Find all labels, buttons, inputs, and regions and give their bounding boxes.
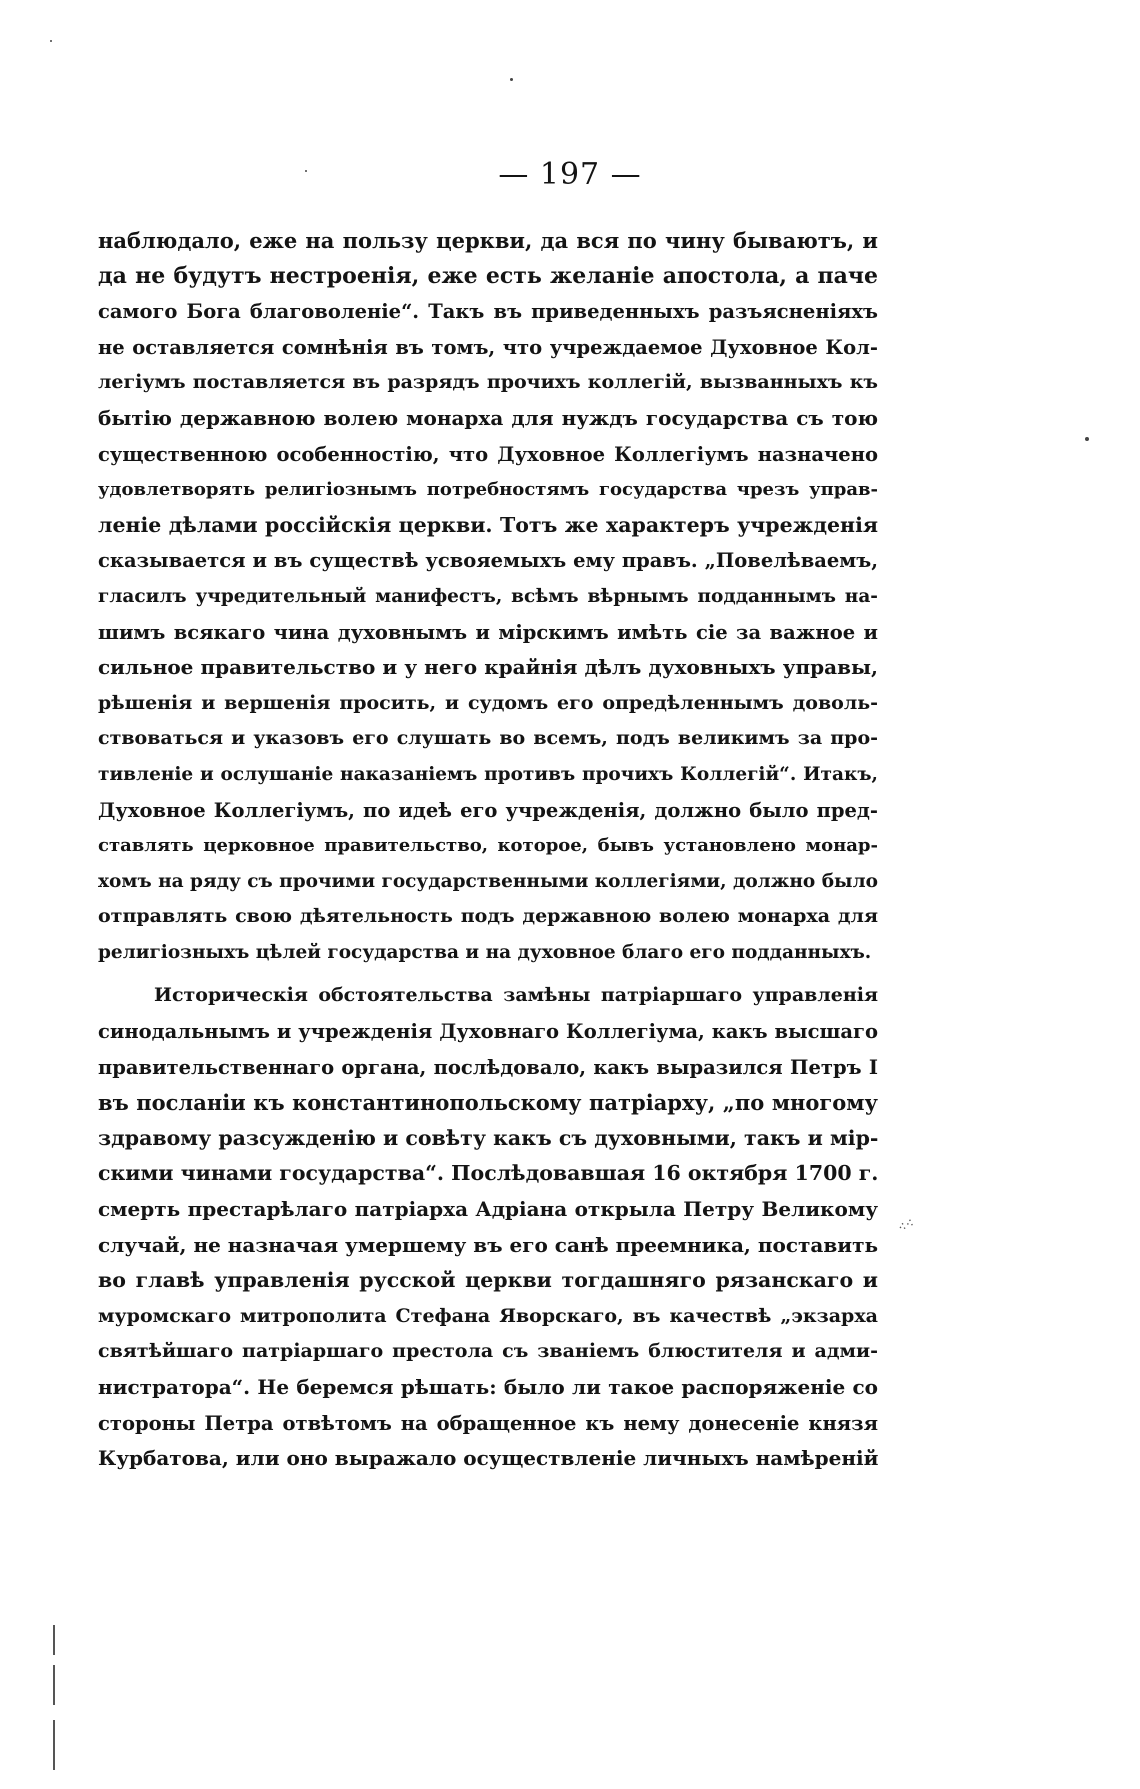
text-line: да не будутъ нестроенія, еже есть желаніе апостола, а паче [98,262,878,289]
paragraph [98,978,878,1476]
text-line: легіумъ поставляется въ разрядъ прочихъ коллегій, вызванныхъ къ [98,371,878,394]
text-line: леніе дѣлами россійскія церкви. Тотъ же характеръ учрежденія [98,512,878,537]
text-line: сильное правительство и у него крайнія дѣлъ духовныхъ управы, [98,655,878,680]
text-line: наблюдало, еже на пользу церкви, да вся по чину бываютъ, и [98,228,878,253]
text-line: хомъ на ряду съ прочими государственными коллегіями, должно было [98,870,878,892]
page-number: — 197 — [498,157,642,192]
text-line: нистратора“. Не беремся рѣшать: было ли такое распоряженіе со [98,1375,878,1399]
text-line: синодальнымъ и учрежденія Духовнаго Коллегіума, какъ высшаго [98,1020,878,1044]
scan-speck [305,170,307,172]
margin-mark: ⁖⁖ [895,1215,918,1237]
text-line: муромскаго митрополита Стефана Яворскаго, въ качествѣ „экзарха [98,1304,878,1327]
text-line: отправлять свою дѣятельность подъ державною волею монарха для [98,905,878,928]
text-line: гласилъ учредительный манифестъ, всѣмъ вѣрнымъ подданнымъ на- [98,585,878,607]
text-line: самого Бога благоволеніе“. Такъ въ приведенныхъ разъясненіяхъ [98,300,878,324]
text-line: правительственнаго органа, послѣдовало, какъ выразился Петръ I [98,1055,878,1079]
text-line: Духовное Коллегіумъ, по идеѣ его учрежденія, должно было пред- [98,798,878,822]
paragraph-gap [98,970,878,978]
scan-speck [50,40,52,42]
text-line: удовлетворять религіознымъ потребностямъ государства чрезъ управ- [98,479,878,501]
text-line: шимъ всякаго чина духовнымъ и мірскимъ имѣть сіе за важное и [98,620,878,644]
text-line: ставлять церковное правительство, которое, бывъ установлено монар- [98,835,878,857]
text-line: не оставляется сомнѣнія въ томъ, что учреждаемое Духовное Кол- [98,335,878,359]
text-line: религіозныхъ цѣлей государства и на духовное благо его подданныхъ. [98,941,872,963]
text-line: Курбатова, или оно выражало осуществленіе личныхъ намѣреній [98,1446,878,1471]
page-edge-mark [53,1665,55,1705]
page-edge-mark [53,1720,55,1770]
scan-speck [510,78,513,81]
text-line: святѣйшаго патріаршаго престола съ званіемъ блюстителя и адми- [98,1340,878,1363]
text-line: бытію державною волею монарха для нуждъ государства съ тою [98,405,878,430]
text-line: сказывается и въ существѣ усвояемыхъ ему правъ. „Повелѣваемъ, [98,549,878,573]
text-line: рѣшенія и вершенія просить, и судомъ его опредѣленнымъ доволь- [98,691,878,714]
text-line: Историческія обстоятельства замѣны патріаршаго управленія [154,984,878,1007]
text-line: ствоваться и указовъ его слушать во всемъ, подъ великимъ за про- [98,727,878,750]
text-line: во главѣ управленія русской церкви тогдашняго рязанскаго и [98,1268,878,1293]
text-line: здравому разсужденію и совѣту какъ съ духовными, такъ и мір- [98,1125,878,1150]
text-line: скими чинами государства“. Послѣдовавшая 16 октября 1700 г. [98,1161,878,1186]
text-line: стороны Петра отвѣтомъ на обращенное къ нему донесеніе князя [98,1411,878,1435]
body-text [98,223,878,1477]
scan-speck [1085,437,1089,441]
page-edge-mark [53,1625,55,1655]
text-line: въ посланіи къ константинопольскому патріарху, „по многому [98,1090,878,1116]
text-line: смерть престарѣлаго патріарха Адріана открыла Петру Великому [98,1197,878,1222]
text-line: существенною особенностію, что Духовное Коллегіумъ назначено [98,442,878,466]
paragraph [98,223,878,970]
text-line: случай, не назначая умершему въ его санѣ преемника, поставить [98,1232,878,1257]
text-line: тивленіе и ослушаніе наказаніемъ противъ прочихъ Коллегій“. Итакъ, [98,763,878,785]
